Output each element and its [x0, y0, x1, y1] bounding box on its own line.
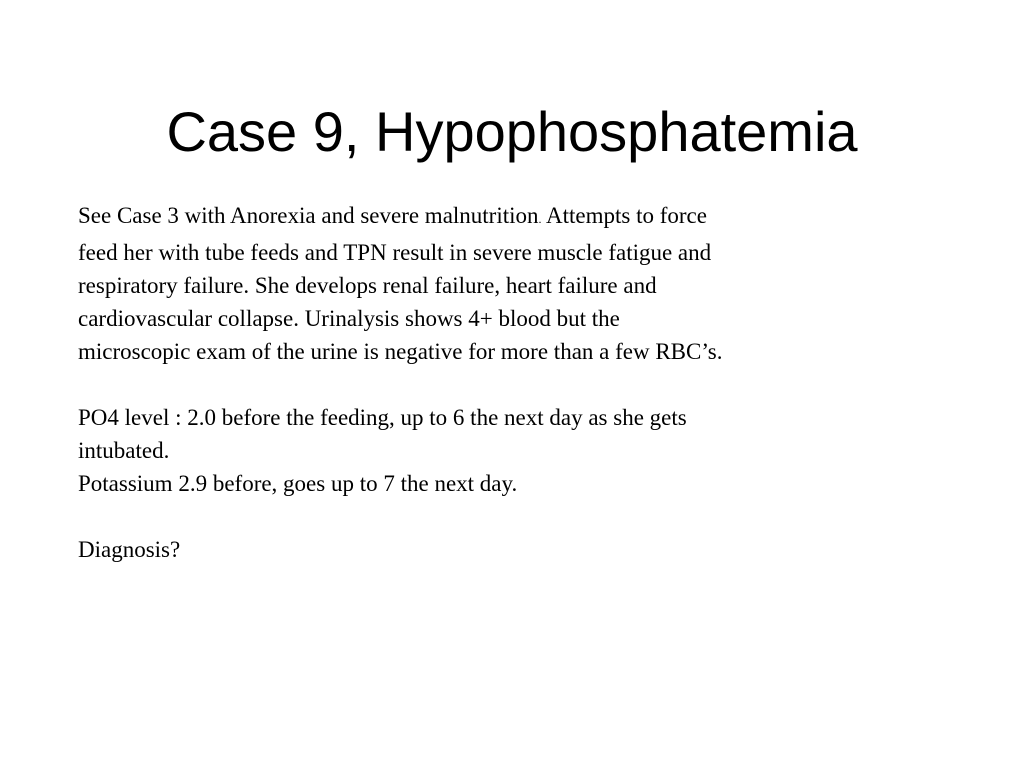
potassium-level-line: Potassium 2.9 before, goes up to 7 the next day.: [78, 471, 518, 496]
case-description-line-2: feed her with tube feeds and TPN result in severe muscle fatigue and: [78, 240, 712, 265]
diagnosis-question: [78, 533, 978, 566]
case-description-line-3: respiratory failure. She develops renal failure, heart failure and: [78, 273, 657, 298]
diagnosis-question-text: Diagnosis?: [78, 537, 181, 562]
lab-values-paragraph: [78, 401, 978, 500]
slide-title: Case 9, Hypophosphatemia: [166, 100, 858, 163]
case-description-line-1-text: See Case 3 with Anorexia and severe malnutrition: [78, 203, 539, 228]
paragraph-spacer: [78, 368, 978, 401]
case-description-paragraph: [78, 199, 978, 368]
case-description-line-1: [78, 199, 978, 236]
slide-body: [78, 199, 978, 566]
case-description-small-period: .: [538, 212, 542, 226]
case-description-line-4: cardiovascular collapse. Urinalysis shows 4+ blood but the: [78, 306, 620, 331]
case-description-line-5: microscopic exam of the urine is negative for more than a few RBC’s.: [78, 339, 723, 364]
paragraph-spacer: [78, 500, 978, 533]
po4-level-line: PO4 level : 2.0 before the feeding, up to 6 the next day as she gets: [78, 405, 687, 430]
po4-level-line-continued: intubated.: [78, 438, 170, 463]
case-description-line-1-tail: Attempts to force: [541, 203, 707, 228]
